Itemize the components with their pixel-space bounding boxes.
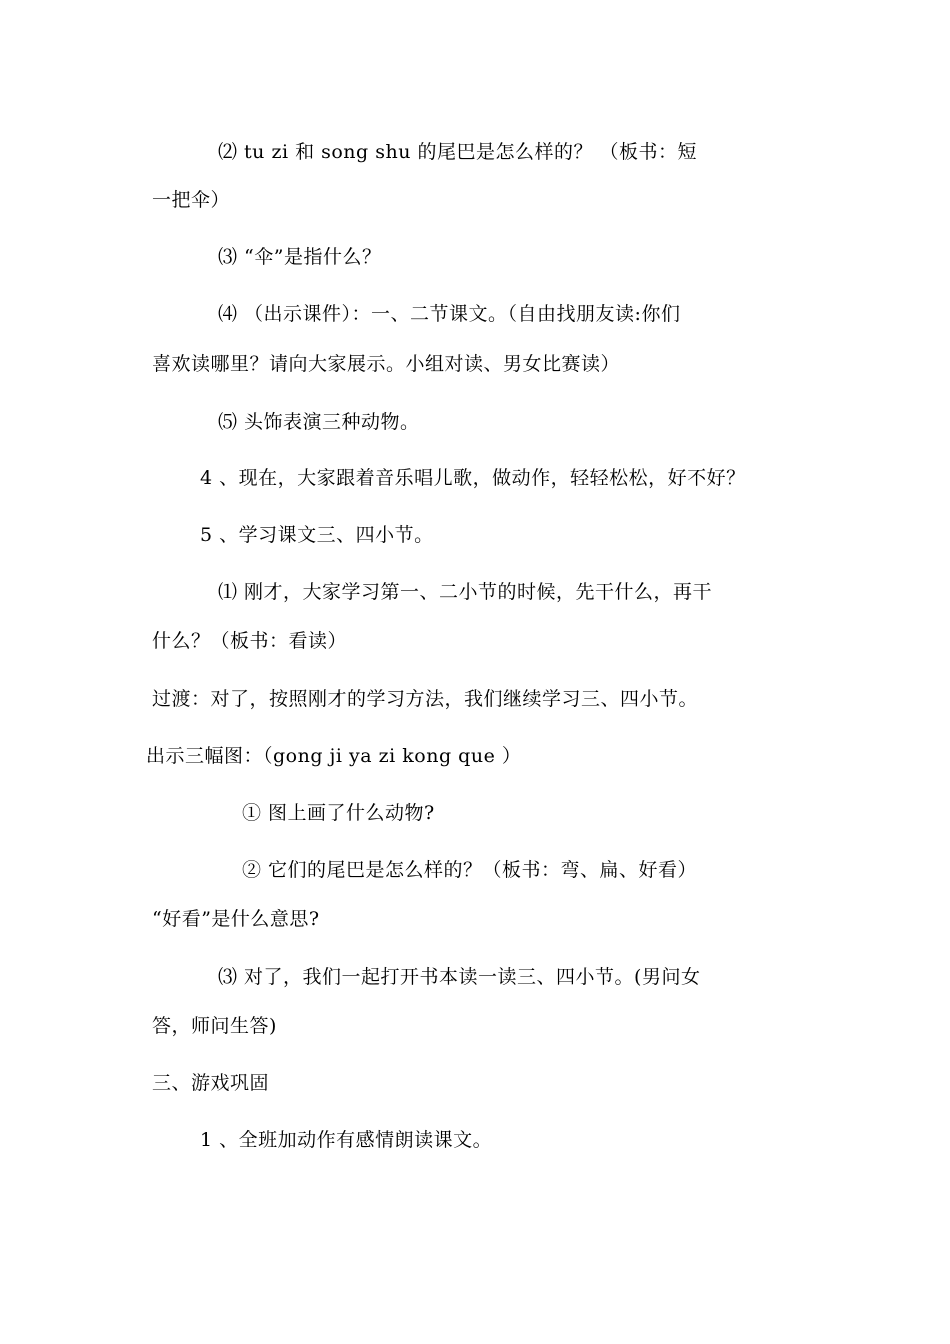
transition: 过渡：对了，按照刚才的学习方法，我们继续学习三、四小节。 [152,688,699,710]
step-5-item-1-line-1: ⑴ 刚才，大家学习第一、二小节的时候，先干什么，再干 [218,581,713,603]
step-5: 5 、学习课文三、四小节。 [200,524,434,546]
paragraph-2-line-2: 一把伞） [152,189,231,211]
question-1: ① 图上画了什么动物? [242,802,435,824]
step-5-item-1-line-2: 什么？（板书：看读） [152,630,348,652]
question-2: ② 它们的尾巴是怎么样的？（板书：弯、扁、好看） [242,859,698,881]
paragraph-5: ⑸ 头饰表演三种动物。 [218,411,420,433]
section-3-step-1: 1 、全班加动作有感情朗读课文。 [200,1129,493,1151]
paragraph-4-line-2: 喜欢读哪里？请向大家展示。小组对读、男女比赛读） [152,353,621,375]
step-4: 4 、现在，大家跟着音乐唱儿歌，做动作，轻轻松松，好不好？ [200,467,746,489]
paragraph-3: ⑶ “伞”是指什么？ [218,246,382,268]
step-5-item-3-line-1: ⑶ 对了，我们一起打开书本读一读三、四小节。(男问女 [218,966,701,988]
section-3-heading: 三、游戏巩固 [152,1072,270,1094]
show-pictures: 出示三幅图：（gong ji ya zi kong que ） [146,745,522,767]
paragraph-2-line-1: ⑵ tu zi 和 song shu 的尾巴是怎么样的？ （板书：短 [218,141,698,163]
paragraph-4-line-1: ⑷ （出示课件）：一、二节课文。（自由找朋友读:你们 [218,303,681,325]
question-2-followup: “好看”是什么意思? [152,908,320,930]
step-5-item-3-line-2: 答，师问生答) [152,1015,277,1037]
